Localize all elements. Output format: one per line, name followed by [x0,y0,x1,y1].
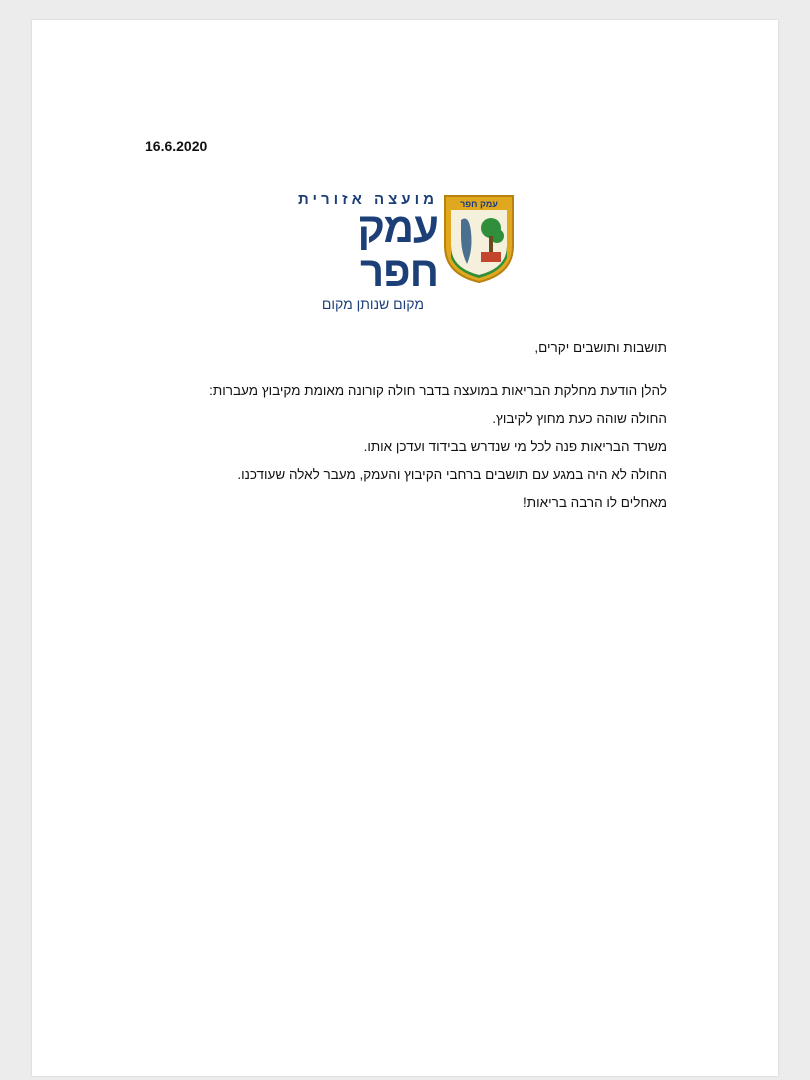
letter-line: החולה שוהה כעת מחוץ לקיבוץ. [492,411,667,426]
letter-line: החולה לא היה במגע עם תושבים ברחבי הקיבוץ והעמק, מעבר לאלה שעודכנו. [237,467,667,482]
letter-line: להלן הודעת מחלקת הבריאות במועצה בדבר חולה קורונה מאומת מקיבוץ מעברות: [209,383,667,398]
council-emblem-icon [441,192,517,284]
document-date: 16.6.2020 [145,138,208,154]
logo-text-block [270,191,438,312]
emblem-text: עמק חפר [460,199,498,209]
council-logo [270,191,520,312]
letter-body [147,340,667,517]
document-page [32,20,778,1076]
letter-line: מאחלים לו הרבה בריאות! [523,495,667,510]
logo-council-name: עמק חפר [357,204,438,295]
logo-council-type: מועצה אזורית [298,191,438,208]
letter-greeting: תושבות ותושבים יקרים, [534,340,667,355]
letter-line: משרד הבריאות פנה לכל מי שנדרש בבידוד ועדכן אותו. [363,439,667,454]
logo-slogan: מקום שנותן מקום [321,296,424,312]
